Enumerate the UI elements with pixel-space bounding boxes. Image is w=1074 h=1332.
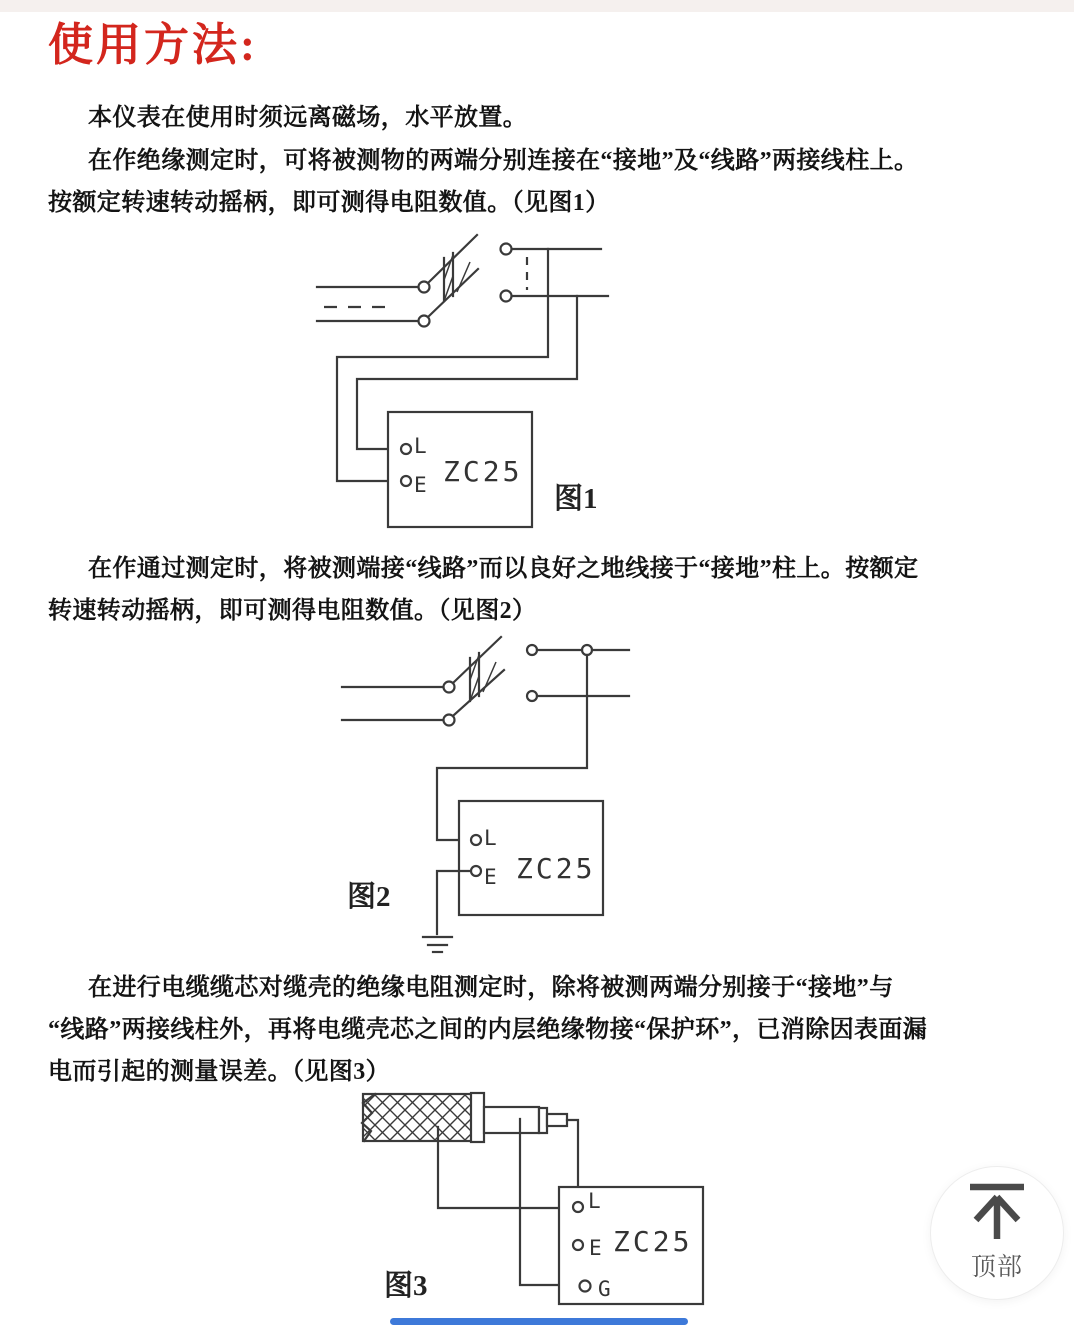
cable-symbol — [317, 235, 478, 327]
terminal-e-label: E — [414, 473, 427, 497]
terminal-e — [401, 476, 411, 486]
terminal-e — [471, 866, 481, 876]
text-line: 转速转动摇柄，即可测得电阻数值。（见图2） — [48, 598, 537, 624]
figure-1-diagram — [280, 228, 710, 540]
page-title: 使用方法: — [48, 20, 258, 70]
text-line: 在作绝缘测定时，可将被测物的两端分别连接在“接地”及“线路”两接线柱上。 — [88, 148, 919, 174]
paragraph-2 — [48, 143, 1038, 227]
terminal-g-label: G — [598, 1277, 611, 1301]
figure-2-caption: 图2 — [347, 881, 391, 913]
connector-band — [539, 1108, 547, 1133]
test-terminals — [501, 244, 609, 302]
terminal-e-label: E — [589, 1236, 602, 1260]
page-top-strip — [0, 0, 1074, 12]
back-to-top-label: 顶部 — [970, 1253, 1023, 1281]
text-line: 在进行电缆缆芯对缆壳的绝缘电阻测定时，除将被测两端分别接于“接地”与 — [88, 975, 894, 1001]
device-label: ZC25 — [613, 1225, 693, 1258]
text-line: 本仪表在使用时须远离磁场，水平放置。 — [88, 105, 528, 131]
figure-1-caption: 图1 — [554, 483, 598, 515]
terminal-l — [401, 444, 411, 454]
cable-break-symbol — [444, 253, 470, 301]
text-line: 在作通过测定时，将被测端接“线路”而以良好之地线接于“接地”柱上。按额定 — [88, 556, 919, 582]
figure-3-caption: 图3 — [384, 1270, 428, 1302]
figure-3-diagram — [340, 1082, 720, 1310]
figure-2-diagram — [295, 632, 705, 962]
text-line: 按额定转速转动摇柄，即可测得电阻数值。（见图1） — [48, 190, 610, 216]
terminal-e-label: E — [484, 865, 497, 889]
shielded-cable-symbol — [362, 1093, 567, 1142]
ground-symbol — [423, 937, 452, 952]
terminal-l-label: L — [484, 826, 497, 850]
cable-symbol — [342, 637, 504, 726]
cable-ferrule — [471, 1093, 484, 1142]
terminal-e — [573, 1240, 583, 1250]
back-to-top-button[interactable] — [930, 1166, 1064, 1300]
text-line: 电而引起的测量误差。（见图3） — [48, 1059, 390, 1085]
connector-tip — [547, 1114, 567, 1126]
device-label: ZC25 — [443, 455, 523, 488]
terminal-g — [580, 1281, 591, 1292]
paragraph-3 — [48, 551, 1038, 635]
paragraph-4 — [48, 970, 1038, 1096]
terminal-l-label: L — [414, 434, 427, 458]
paragraph-1 — [48, 100, 1038, 142]
connector-barrel — [484, 1107, 539, 1133]
terminal-l-label: L — [588, 1189, 601, 1213]
scroll-indicator[interactable] — [390, 1318, 688, 1325]
device-label: ZC25 — [516, 852, 596, 885]
test-terminals — [527, 645, 629, 701]
cable-break-symbol — [470, 653, 496, 701]
terminal-l — [573, 1202, 583, 1212]
text-line: “线路”两接线柱外，再将电缆壳芯之间的内层绝缘物接“保护环”，已消除因表面漏 — [48, 1017, 928, 1043]
terminal-l — [471, 835, 481, 845]
